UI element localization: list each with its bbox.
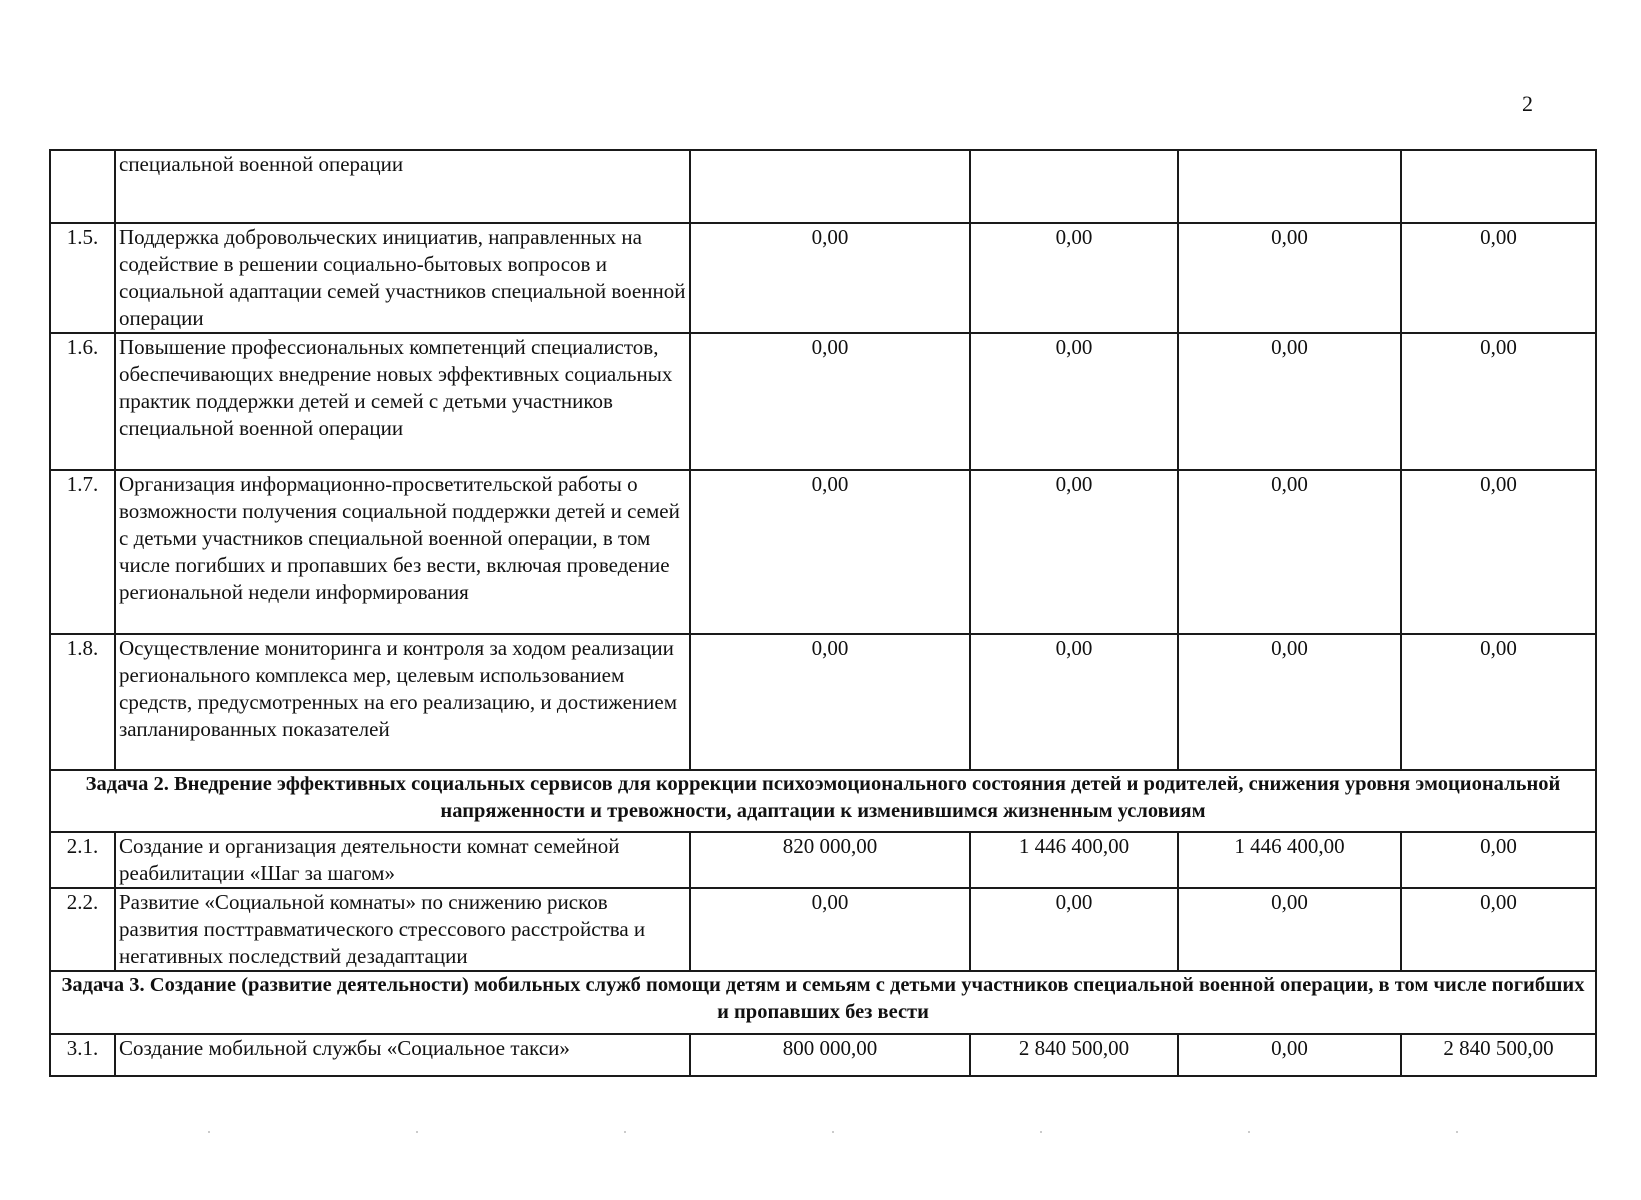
amount-cell: 0,00 — [690, 333, 970, 470]
amount-cell: 2 840 500,00 — [1401, 1034, 1596, 1076]
row-description: Создание мобильной службы «Социальное такси» — [115, 1034, 690, 1076]
row-number: 2.1. — [50, 832, 115, 888]
amount-cell: 0,00 — [1401, 634, 1596, 770]
amount-cell — [1401, 150, 1596, 223]
amount-cell: 0,00 — [1178, 634, 1401, 770]
table-row — [50, 223, 1596, 333]
amount-cell: 0,00 — [690, 634, 970, 770]
amount-cell: 0,00 — [1401, 832, 1596, 888]
amount-cell: 0,00 — [1178, 470, 1401, 634]
row-description: Создание и организация деятельности комнат семейной реабилитации «Шаг за шагом» — [115, 832, 690, 888]
row-number: 1.8. — [50, 634, 115, 770]
table-row — [50, 888, 1596, 971]
scan-speckle — [416, 1131, 418, 1133]
scan-speckle — [1456, 1131, 1458, 1133]
amount-cell: 0,00 — [1178, 333, 1401, 470]
table-row — [50, 470, 1596, 634]
task-heading: Задача 3. Создание (развитие деятельности) мобильных служб помощи детям и семьям с детьми участников специальной военной операции, в том числе погибших и пропавших без вести — [50, 971, 1596, 1034]
scan-speckle — [1248, 1131, 1250, 1133]
amount-cell: 0,00 — [1401, 223, 1596, 333]
amount-cell: 0,00 — [1401, 888, 1596, 971]
table-row — [50, 150, 1596, 223]
amount-cell: 0,00 — [970, 333, 1178, 470]
row-number: 1.6. — [50, 333, 115, 470]
amount-cell: 800 000,00 — [690, 1034, 970, 1076]
row-description: Организация информационно-просветительской работы о возможности получения социальной поддержки детей и семей с детьми участников специальной военной операции, в том числе погибших и пропавших без вести, включая проведение региональной недели информирования — [115, 470, 690, 634]
table-row — [50, 1034, 1596, 1076]
amount-cell: 820 000,00 — [690, 832, 970, 888]
table-row — [50, 634, 1596, 770]
amount-cell: 0,00 — [970, 223, 1178, 333]
scan-speckle — [832, 1131, 834, 1133]
table-row — [50, 832, 1596, 888]
table-row — [50, 333, 1596, 470]
task-row — [50, 770, 1596, 832]
amount-cell: 0,00 — [690, 888, 970, 971]
amount-cell: 0,00 — [1178, 1034, 1401, 1076]
row-description: Развитие «Социальной комнаты» по снижению рисков развития посттравматического стрессового расстройства и негативных последствий дезадаптации — [115, 888, 690, 971]
amount-cell: 0,00 — [690, 223, 970, 333]
row-description: Осуществление мониторинга и контроля за ходом реализации регионального комплекса мер, целевым использованием средств, предусмотренных на его реализацию, и достижением запланированных показателей — [115, 634, 690, 770]
amount-cell: 0,00 — [1401, 470, 1596, 634]
amount-cell: 0,00 — [1178, 223, 1401, 333]
row-number: 1.7. — [50, 470, 115, 634]
row-number: 2.2. — [50, 888, 115, 971]
amount-cell — [690, 150, 970, 223]
amount-cell: 0,00 — [690, 470, 970, 634]
amount-cell: 1 446 400,00 — [970, 832, 1178, 888]
amount-cell — [970, 150, 1178, 223]
row-number: 3.1. — [50, 1034, 115, 1076]
task-heading: Задача 2. Внедрение эффективных социальных сервисов для коррекции психоэмоционального состояния детей и родителей, снижения уровня эмоциональной напряженности и тревожности, адаптации к изменившимся жизненным условиям — [50, 770, 1596, 832]
amount-cell: 0,00 — [970, 634, 1178, 770]
scan-speckle — [624, 1131, 626, 1133]
row-number — [50, 150, 115, 223]
row-description: Поддержка добровольческих инициатив, направленных на содействие в решении социально-бытовых вопросов и социальной адаптации семей участников специальной военной операции — [115, 223, 690, 333]
budget-table — [49, 149, 1597, 1077]
row-number: 1.5. — [50, 223, 115, 333]
amount-cell: 0,00 — [970, 470, 1178, 634]
task-row — [50, 971, 1596, 1034]
amount-cell — [1178, 150, 1401, 223]
scan-speckle — [1040, 1131, 1042, 1133]
amount-cell: 0,00 — [1178, 888, 1401, 971]
amount-cell: 1 446 400,00 — [1178, 832, 1401, 888]
amount-cell: 0,00 — [970, 888, 1178, 971]
amount-cell: 0,00 — [1401, 333, 1596, 470]
amount-cell: 2 840 500,00 — [970, 1034, 1178, 1076]
row-description: специальной военной операции — [115, 150, 690, 223]
page-number: 2 — [1522, 91, 1533, 116]
row-description: Повышение профессиональных компетенций специалистов, обеспечивающих внедрение новых эффективных социальных практик поддержки детей и семей с детьми участников специальной военной операции — [115, 333, 690, 470]
scan-speckle — [208, 1131, 210, 1133]
